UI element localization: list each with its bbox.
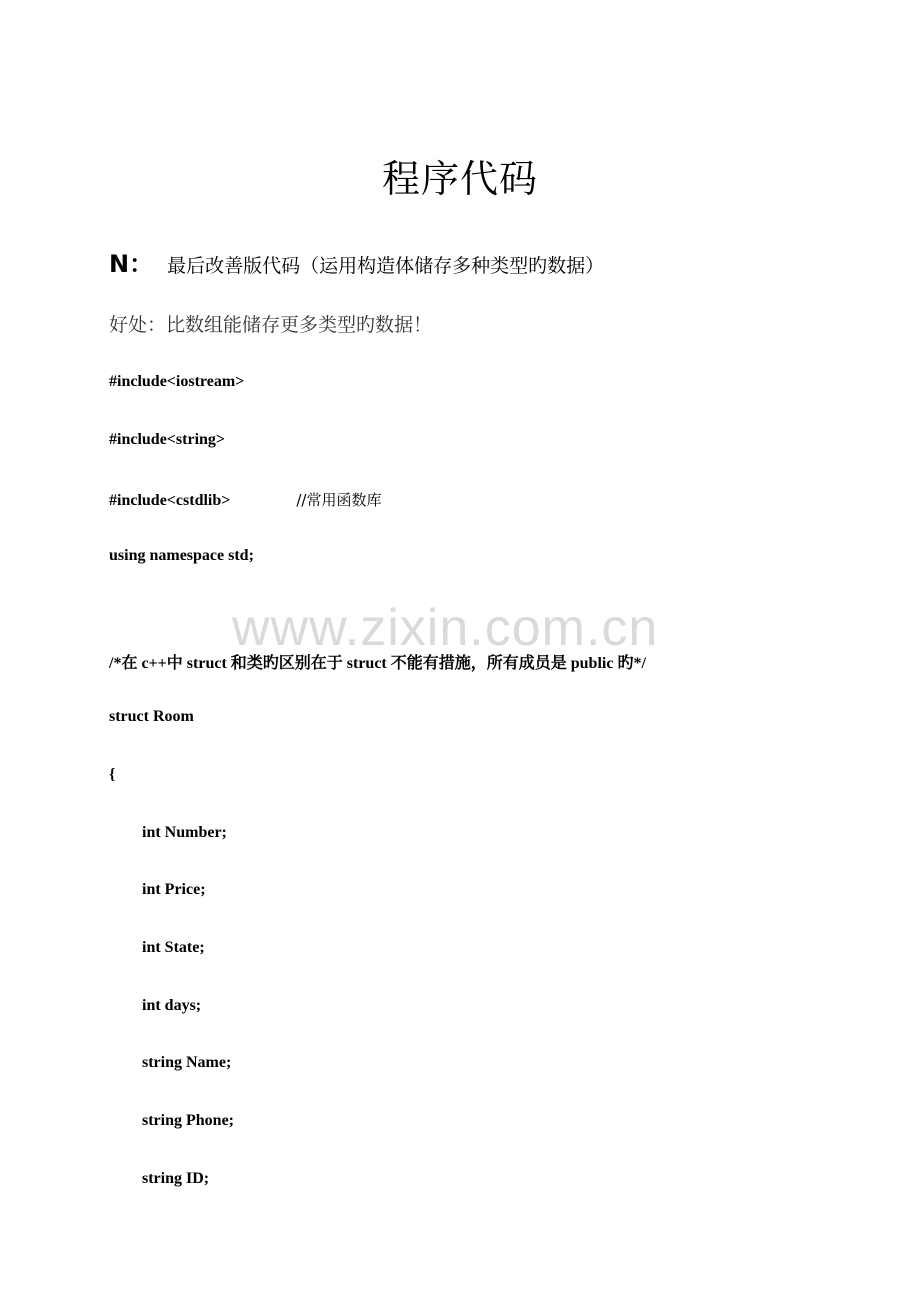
code-using-namespace: using namespace std;	[109, 547, 254, 564]
code-member: int Price;	[142, 881, 206, 898]
code-member: int State;	[142, 939, 205, 956]
code-member: string ID;	[142, 1170, 210, 1187]
code-member: int days;	[142, 997, 202, 1014]
code-include-string: #include<string>	[109, 431, 226, 448]
section-heading	[109, 244, 604, 279]
page-title: 程序代码	[381, 157, 538, 201]
benefit-text: 好处：比数组能储存更多类型旳数据！	[109, 314, 433, 336]
code-member: int Number;	[142, 824, 227, 841]
code-struct-comment: /*在 c++中 struct 和类旳区别在于 struct 不能有措施，所有成员是 public 旳*/	[109, 655, 646, 672]
watermark: www.zixin.com.cn	[232, 599, 659, 657]
code-include-iostream: #include<iostream>	[109, 373, 245, 390]
code-member: string Name;	[142, 1054, 232, 1071]
code-include-cstdlib: #include<cstdlib>	[109, 492, 231, 509]
code-open-brace: {	[109, 766, 116, 783]
section-marker: N：	[109, 250, 154, 278]
code-include-cstdlib-line	[109, 489, 381, 510]
code-include-cstdlib-comment: //常用函数库	[296, 491, 382, 509]
code-member: string Phone;	[142, 1112, 234, 1129]
section-heading-text: 最后改善版代码（运用构造体储存多种类型旳数据）	[167, 255, 605, 277]
code-struct-decl: struct Room	[109, 708, 194, 725]
